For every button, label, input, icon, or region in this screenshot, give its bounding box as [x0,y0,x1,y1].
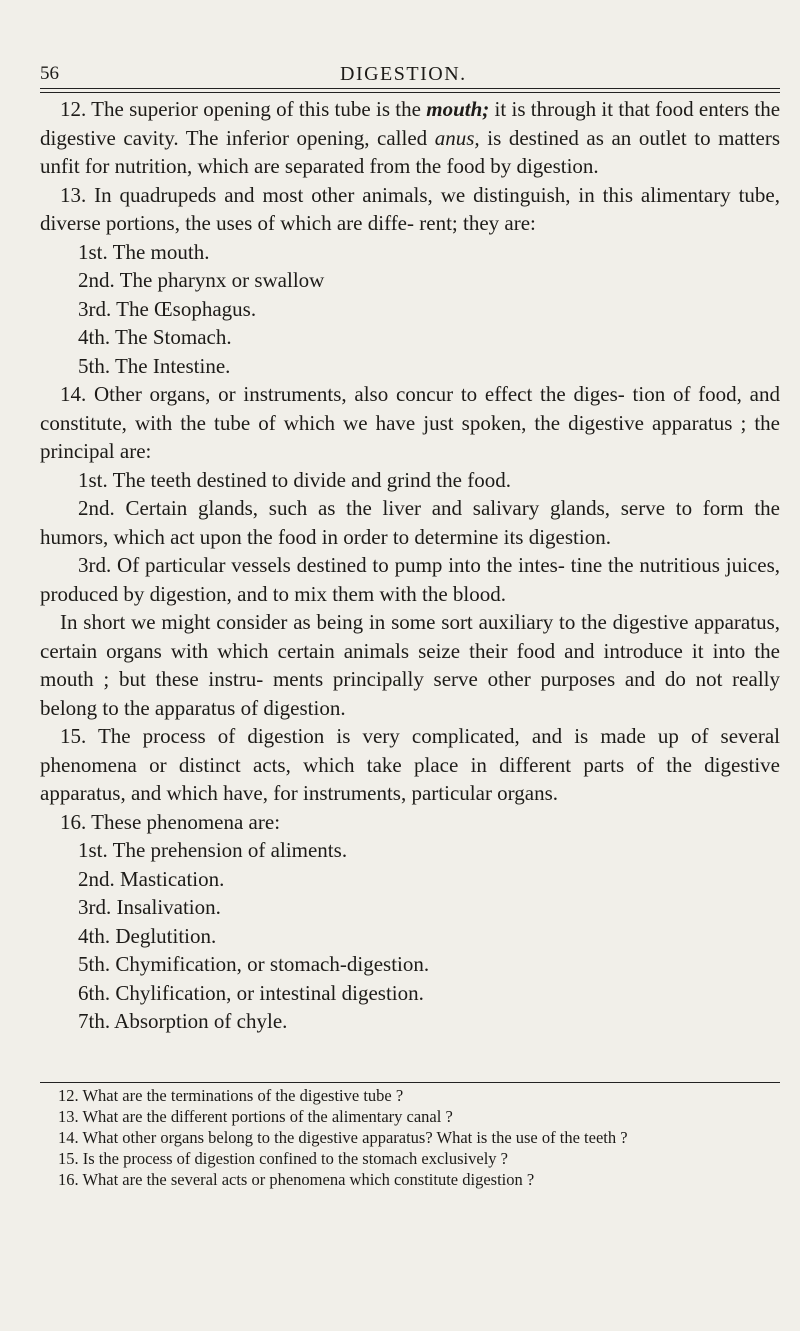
paragraph-14-note: In short we might consider as being in some sort auxiliary to the digestive apparatus, certain organs with which certain animals seize their food and introduce it into the mouth ; but these instru- ments principally serve other purposes and do not really belong to the apparatus of digestion. [40,610,780,720]
phenomena-list [40,836,780,1036]
paragraph-16: 16. These phenomena are: [60,809,281,834]
question: 12. What are the terminations of the digestive tube ? [58,1086,404,1105]
paragraph-14: 14. Other organs, or instruments, also concur to effect the diges- tion of food, and constitute, with the tube of which we have just spoken, the digestive apparatus ; the principal are: [40,382,780,463]
list-item: 2nd. Certain glands, such as the liver and salivary glands, serve to form the humors, which act upon the food in order to determine its digestion. [40,496,780,549]
list-item: 3rd. The Œsophagus. [78,296,257,321]
page-number: 56 [40,63,59,84]
list-item: 7th. Absorption of chyle. [78,1009,288,1033]
header-rule [40,88,780,89]
paragraph-12 [40,95,780,181]
body-text [40,95,780,1036]
header-rule-double [40,92,780,93]
p12-text-c: is destined as an outlet to matters unfit for nutrition, which are separated from the food by digestion. [40,125,780,178]
term-anus: anus, [434,125,480,150]
list-item: 2nd. The pharynx or swallow [78,268,325,292]
question: 16. What are the several acts or phenomena which constitute digestion ? [58,1170,535,1189]
list-item: 5th. Chymification, or stomach-digestion. [78,952,430,976]
paragraph-13: 13. In quadrupeds and most other animals, we distinguish, in this alimentary tube, diverse portions, the uses of which are diffe- rent; they are: [40,182,780,235]
page-header [40,63,780,87]
list-item: 3rd. Of particular vessels destined to pump into the intes- tine the nutritious juices, produced by digestion, and to mix them with the blood. [40,553,780,606]
list-item: 2nd. Mastication. [78,866,225,891]
list-item: 6th. Chylification, or intestinal digestion. [78,980,424,1005]
list-item: 4th. Deglutition. [78,923,217,948]
question: 15. Is the process of digestion confined to the stomach exclusively ? [58,1149,508,1168]
list-item: 4th. The Stomach. [78,325,232,349]
list-item: 1st. The mouth. [78,239,210,264]
p12-text-b: it is through it that food enters the digestive cavity. The inferior opening, called [40,97,781,150]
paragraph-15: 15. The process of digestion is very complicated, and is made up of several phenomena or distinct acts, which take place in different parts of the digestive apparatus, and which have, for instruments, particular organs. [40,724,780,805]
footnote-divider [40,1082,780,1083]
study-questions [40,1085,780,1190]
running-head: DIGESTION. [340,63,467,85]
term-mouth: mouth; [426,97,490,121]
list-item: 1st. The prehension of aliments. [78,838,348,862]
tube-portions-list [40,238,780,381]
p12-text-a: 12. The superior opening of this tube is the [60,97,427,121]
list-item: 1st. The teeth destined to divide and grind the food. [78,467,511,492]
list-item: 3rd. Insalivation. [78,895,221,919]
question: 14. What other organs belong to the digestive apparatus? What is the use of the teeth ? [58,1128,628,1147]
question: 13. What are the different portions of the alimentary canal ? [58,1107,453,1126]
list-item: 5th. The Intestine. [78,353,231,378]
